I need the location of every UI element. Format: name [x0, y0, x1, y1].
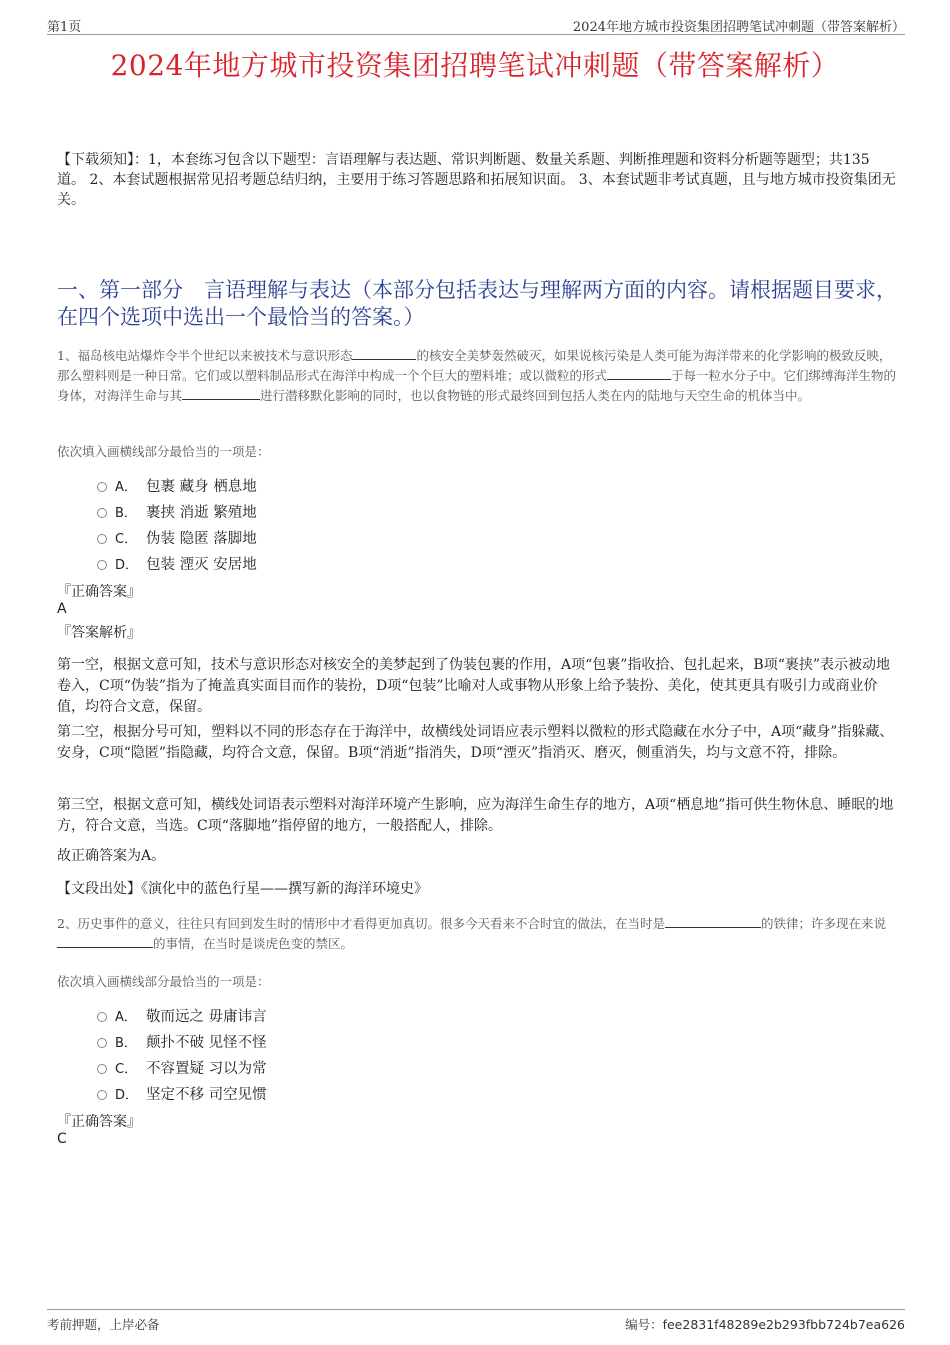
question-2-text: 2、历史事件的意义，往往只有回到发生时的情形中才看得更加真切。很多今天看来不合时宜的做法，在当时是 的铁律；许多现在来说的事情，在当时是谈虎色变的禁区。 — [57, 916, 886, 951]
q1-source: 【文段出处】《演化中的蓝色行星——撰写新的海洋环境史》 — [57, 881, 428, 897]
q2-option-d[interactable]: D． 坚定不移 司空见惯 — [97, 1082, 267, 1104]
q1-answer-label: 『正确答案』 — [57, 584, 141, 600]
q1-analysis-paragraph: 第二空，根据分号可知，塑料以不同的形态存在于海洋中，故横线处词语应表示塑料以微粒的形式隐藏在水分子中，A项“藏身”指躲藏、安身，C项“隐匿”指隐藏，均符合文意，保留。B项“消逝”指消失，D项“湮灭”指消灭、磨灭，侧重消失，均与文意不符，排除。 — [57, 724, 894, 761]
radio-icon[interactable] — [97, 560, 107, 570]
footer-code: 编号：fee2831f48289e2b293fbb724b7ea626 — [625, 1317, 905, 1332]
page-header — [47, 14, 905, 35]
q1-option-b[interactable]: B． 裹挟 消逝 繁殖地 — [97, 500, 257, 522]
question-2-prompt: 依次填入画横线部分最恰当的一项是： — [57, 974, 270, 989]
q1-analysis-label: 『答案解析』 — [57, 625, 141, 641]
blank-2 — [607, 367, 671, 380]
question-1-prompt: 依次填入画横线部分最恰当的一项是： — [57, 444, 270, 459]
q1-conclusion: 故正确答案为A。 — [57, 848, 166, 864]
q2-answer: C — [57, 1131, 67, 1147]
radio-icon[interactable] — [97, 534, 107, 544]
q1-option-a[interactable]: A． 包裹 藏身 栖息地 — [97, 474, 257, 496]
blank-1 — [665, 915, 761, 928]
q1-option-c[interactable]: C． 伪装 隐匿 落脚地 — [97, 526, 257, 548]
blank-2 — [57, 935, 153, 948]
radio-icon[interactable] — [97, 1064, 107, 1074]
page-number: 第1页 — [47, 20, 82, 35]
q2-option-a[interactable]: A． 敬而远之 毋庸讳言 — [97, 1004, 267, 1026]
q1-option-d[interactable]: D． 包装 湮灭 安居地 — [97, 552, 257, 574]
document-title: 2024年地方城市投资集团招聘笔试冲刺题（带答案解析） — [110, 49, 840, 82]
footer-slogan: 考前押题，上岸必备 — [47, 1317, 160, 1332]
radio-icon[interactable] — [97, 508, 107, 518]
radio-icon[interactable] — [97, 1012, 107, 1022]
blank-3 — [182, 387, 260, 400]
page-footer — [47, 1309, 905, 1334]
q2-answer-label: 『正确答案』 — [57, 1114, 141, 1130]
blank-1 — [352, 347, 416, 360]
q2-option-b[interactable]: B． 颠扑不破 见怪不怪 — [97, 1030, 267, 1052]
section-heading: 一、第一部分 言语理解与表达（本部分包括表达与理解两方面的内容。请根据题目要求，在四个选项中选出一个最恰当的答案。） — [57, 278, 897, 329]
q1-analysis-paragraph: 第三空，根据文意可知，横线处词语表示塑料对海洋环境产生影响，应为海洋生命生存的地方，A项“栖息地”指可供生物休息、睡眠的地方，符合文意，当选。C项“落脚地”指停留的地方，一般搭配人，排除。 — [57, 797, 894, 834]
radio-icon[interactable] — [97, 1090, 107, 1100]
q1-analysis-paragraph: 第一空，根据文意可知，技术与意识形态对核安全的美梦起到了伪装包裹的作用，A项“包裹”指收拾、包扎起来，B项“裹挟”表示被动地卷入，C项“伪装”指为了掩盖真实面目而作的装扮，D项“包装”比喻对人或事物从形象上给予装扮、美化，使其更具有吸引力或商业价值，均符合文意，保留。 — [57, 657, 891, 715]
radio-icon[interactable] — [97, 482, 107, 492]
q2-option-c[interactable]: C． 不容置疑 习以为常 — [97, 1056, 267, 1078]
question-1-text: 1、福岛核电站爆炸令半个世纪以来被技术与意识形态 的核安全美梦轰然破灭，如果说核污染是人类可能为海洋带来的化学影响的极致反映，那么塑料则是一种日常。它们或以塑料制品形式在海洋中构成一个个巨大的塑料堆；或以微粒的形式 于每一粒水分子中。它们绑缚海洋生物的身体，对海洋生命与其 进行潜移默化影响的同时，也以食物链的形式最终回到包括人类在内的陆地与天空生命的机体当中。 — [57, 348, 897, 403]
header-doc-title: 2024年地方城市投资集团招聘笔试冲刺题（带答案解析） — [572, 20, 905, 35]
download-notice: 【下载须知】：1，本套练习包含以下题型：言语理解与表达题、常识判断题、数量关系题、判断推理题和资料分析题等题型；共135道。 2、本套试题根据常见招考题总结归纳，主要用于练习答题思路和拓展知识面。 3、本套试题非考试真题，且与地方城市投资集团无关。 — [57, 152, 896, 208]
q1-answer: A — [57, 601, 67, 617]
radio-icon[interactable] — [97, 1038, 107, 1048]
